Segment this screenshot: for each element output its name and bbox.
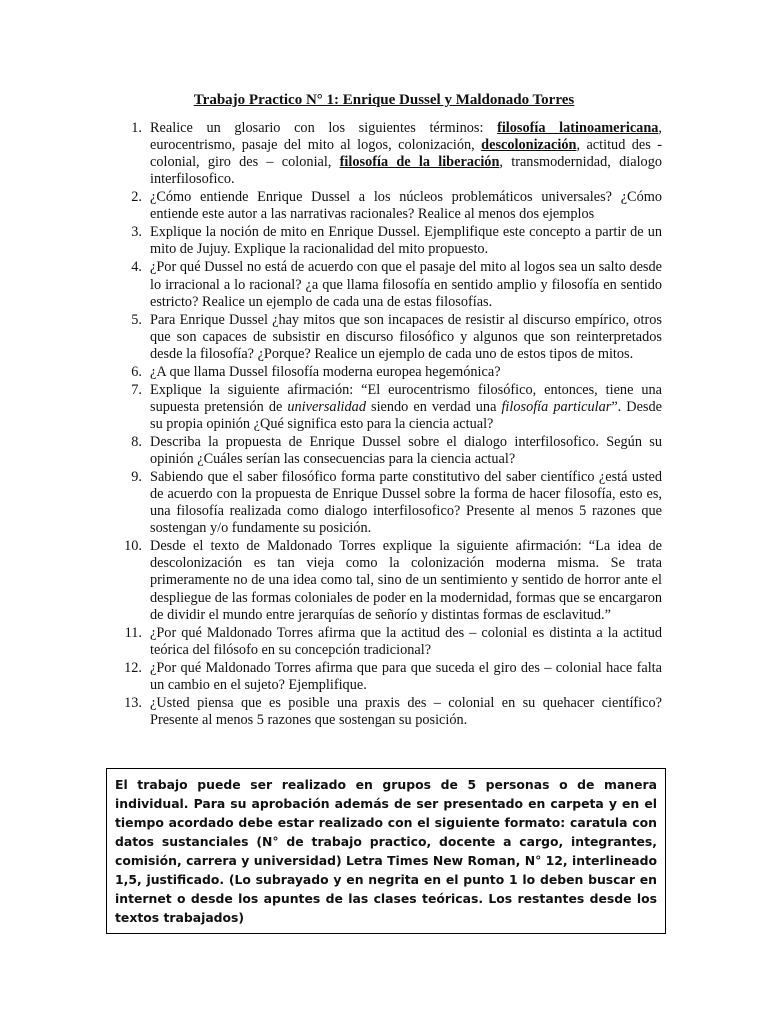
question-number: 8. — [131, 433, 142, 450]
text-segment: Describa la propuesta de Enrique Dussel sobre el dialogo interfilosofico. Según su opinión ¿Cuáles serían las consecuencias para la ciencia actual? — [150, 433, 662, 468]
glossary-term: descolonización — [481, 137, 577, 154]
text-segment: Desde el texto de Maldonado Torres explique la siguiente afirmación: “La idea de descolonización es tan vieja como la colonización moderna misma. Se trata primeramente no de una idea como tal, sino de un sentimiento y sentido de horror ante el despliegue de las formas coloniales de poder en la modernidad, formas que se encargaron de dividir el mundo entre jerarquías de señorío y distintas formas de esclavitud.” — [150, 538, 662, 623]
question-item — [102, 382, 662, 433]
question-text — [150, 660, 662, 693]
text-segment: Explique la siguiente afirmación: “El eurocentrismo filosófico, entonces, tiene una supuesta pretensión de — [150, 381, 662, 415]
question-number: 7. — [131, 381, 142, 398]
text-segment: siendo en verdad una — [365, 398, 502, 415]
text-segment: ¿Por qué Dussel no está de acuerdo con que el pasaje del mito al logos sea un salto desde lo irracional a lo racional? ¿a que llama filosofía en sentido amplio y filosofía en sentido estricto? Realice un ejemplo de cada una de estas filosofías. — [150, 259, 662, 310]
question-text — [150, 364, 501, 380]
text-segment: ¿Por qué Maldonado Torres afirma que para que suceda el giro des – colonial hace falta un cambio en el sujeto? Ejemplifique. — [150, 659, 662, 693]
question-number: 2. — [131, 189, 142, 206]
question-item — [102, 469, 662, 537]
question-number: 12. — [124, 659, 142, 676]
question-number: 5. — [131, 311, 142, 328]
question-item — [102, 660, 662, 694]
question-text — [150, 434, 662, 467]
text-segment: , eurocentrismo, pasaje del mito al logos, colonización, — [150, 120, 662, 154]
question-number: 11. — [124, 624, 142, 641]
text-segment: ¿Usted piensa que es posible una praxis des – colonial en su quehacer científico? Presente al menos 5 razones que sostengan su posición. — [150, 694, 662, 728]
question-item — [102, 312, 662, 363]
emphasis-text: universalidad — [287, 398, 366, 415]
emphasis-text: filosofía particular — [501, 398, 612, 415]
question-item — [102, 259, 662, 310]
question-text — [150, 120, 662, 187]
text-segment: Para Enrique Dussel ¿hay mitos que son incapaces de resistir al discurso empírico, otros que son capaces de subsistir en discurso filosófico y algunos que son reinterpretados desde la filosofía? ¿Porque? Realice un ejemplo de cada uno de estos tipos de mitos. — [150, 311, 662, 362]
question-item — [102, 625, 662, 659]
question-text — [150, 224, 662, 257]
question-text — [150, 625, 662, 658]
question-number: 10. — [124, 538, 142, 555]
text-segment: , actitud des - colonial, giro des – colonial, — [150, 137, 662, 171]
text-segment: Explique la noción de mito en Enrique Dussel. Ejemplifique este concepto a partir de un mito de Jujuy. Explique la racionalidad del mito propuesto. — [150, 224, 662, 258]
glossary-term: filosofía de la liberación — [339, 154, 500, 171]
question-text — [150, 538, 662, 622]
text-segment: , transmodernidad, dialogo interfilosofico. — [150, 154, 662, 188]
question-number: 1. — [131, 120, 142, 136]
questions-list — [102, 120, 662, 730]
question-item — [102, 189, 662, 223]
question-text — [150, 189, 662, 222]
question-number: 6. — [131, 363, 142, 380]
question-item — [102, 224, 662, 258]
text-segment: Sabiendo que el saber filosófico forma parte constitutivo del saber científico ¿está usted de acuerdo con la propuesta de Enrique Dussel sobre la forma de hacer filosofía, esto es, una filosofía realizada como dialogo interfilosofico? Presente al menos 5 razones que sostengan y/o fundamente su posición. — [150, 469, 662, 537]
text-segment: ”. Desde su propia opinión ¿Qué significa esto para la ciencia actual? — [150, 398, 662, 432]
question-item — [102, 120, 662, 188]
question-number: 9. — [131, 469, 142, 485]
question-number: 3. — [131, 224, 142, 241]
question-number: 13. — [124, 694, 142, 711]
instructions-box — [106, 768, 666, 934]
question-text — [150, 312, 662, 362]
text-segment: ¿Cómo entiende Enrique Dussel a los núcleos problemáticos universales? ¿Cómo entiende este autor a las narrativas racionales? Realice al menos dos ejemplos — [150, 189, 662, 223]
question-item — [102, 434, 662, 468]
question-item — [102, 538, 662, 623]
text-segment: ¿Por qué Maldonado Torres afirma que la actitud des – colonial es distinta a la actitud teórica del filósofo en su concepción tradicional? — [150, 624, 662, 658]
glossary-term: filosofía latinoamericana — [497, 120, 659, 136]
question-item — [102, 695, 662, 729]
text-segment: ¿A que llama Dussel filosofía moderna europea hegemónica? — [150, 363, 501, 380]
question-text — [150, 469, 662, 536]
text-segment: Realice un glosario con los siguientes términos: — [150, 120, 498, 136]
question-text — [150, 695, 662, 728]
question-item — [102, 364, 662, 381]
instructions-text: El trabajo puede ser realizado en grupos de 5 personas o de manera individual. Para su aprobación además de ser presentado en carpeta y en el tiempo acordado debe estar realizado con el siguiente formato: caratula con datos sustanciales (N° de trabajo practico, docente a cargo, integrantes, comisión, carrera y universidad) Letra Times New Roman, N° 12, interlineado 1,5, justificado. (Lo subrayado y en negrita en el punto 1 lo deben buscar en internet o desde los apuntes de las clases teóricas. Los restantes desde los textos trabajados) — [115, 777, 657, 925]
document-title: Trabajo Practico N° 1: Enrique Dussel y Maldonado Torres — [193, 92, 575, 108]
question-text — [150, 382, 662, 432]
question-number: 4. — [131, 259, 142, 276]
question-text — [150, 259, 662, 309]
